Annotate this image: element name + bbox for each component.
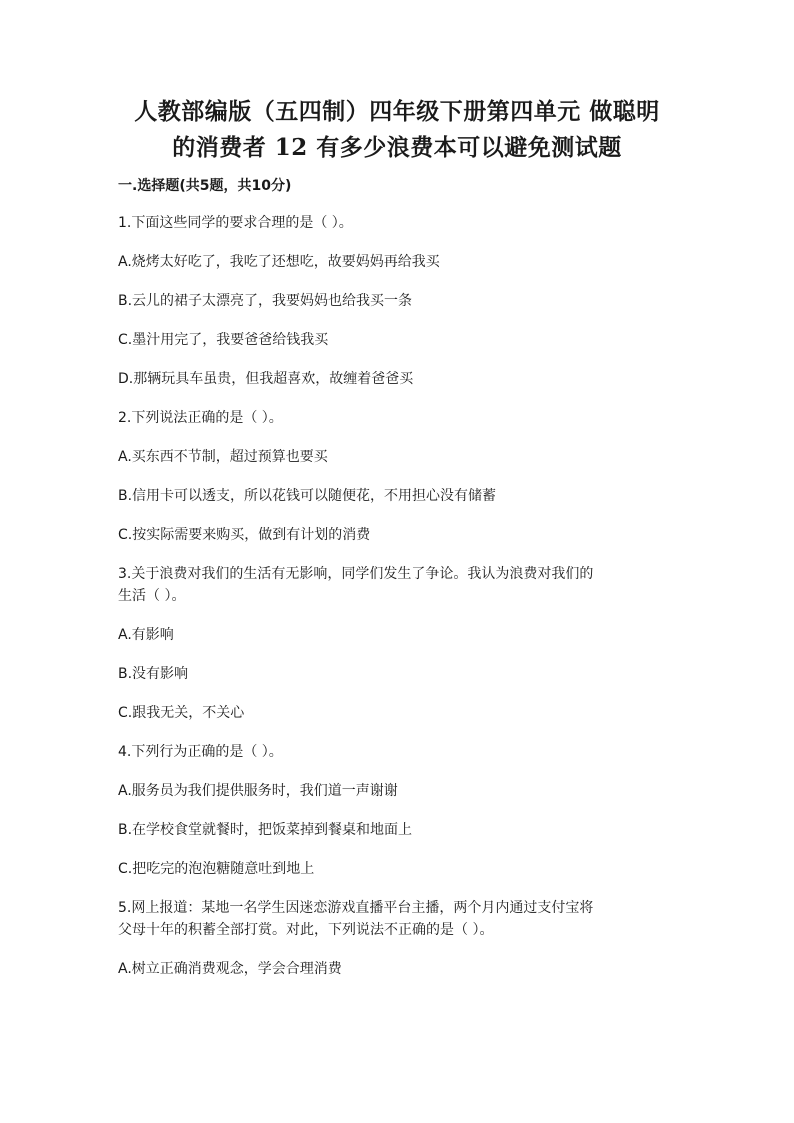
question-3 (118, 563, 678, 724)
question-1-stem (118, 212, 678, 234)
question-1-option-c: C.墨汁用完了，我要爸爸给钱我买 (118, 332, 329, 348)
question-2-option-b: B.信用卡可以透支，所以花钱可以随便花，不用担心没有储蓄 (118, 488, 497, 504)
question-3-stem-line-2: 生活（ ）。 (118, 588, 186, 604)
question-1-option-b: B.云儿的裙子太漂亮了，我要妈妈也给我买一条 (118, 293, 413, 309)
document-title (60, 94, 734, 166)
question-4-stem-line-1: 4.下列行为正确的是（ ）。 (118, 744, 283, 760)
question-5-stem-line-2: 父母十年的积蓄全部打赏。对此，下列说法不正确的是（ ）。 (118, 922, 494, 938)
question-4-option-c: C.把吃完的泡泡糖随意吐到地上 (118, 861, 315, 877)
question-2-option-a: A.买东西不节制，超过预算也要买 (118, 449, 328, 465)
question-3-option-c: C.跟我无关，不关心 (118, 705, 245, 721)
question-2-option-c: C.按实际需要来购买，做到有计划的消费 (118, 527, 371, 543)
document-title-line-2: 的消费者 12 有多少浪费本可以避免测试题 (172, 134, 622, 161)
exam-content (118, 174, 678, 997)
question-2-stem-line-1: 2.下列说法正确的是（ ）。 (118, 410, 283, 426)
question-2 (118, 407, 678, 546)
document-title-line-1: 人教部编版（五四制）四年级下册第四单元 做聪明 (134, 98, 660, 125)
question-3-stem-line-1: 3.关于浪费对我们的生活有无影响，同学们发生了争论。我认为浪费对我们的 (118, 566, 594, 582)
question-1-option-d: D.那辆玩具车虽贵，但我超喜欢，故缠着爸爸买 (118, 371, 414, 387)
question-5-stem (118, 897, 678, 941)
question-1 (118, 212, 678, 390)
question-5 (118, 897, 678, 980)
question-5-stem-line-1: 5.网上报道：某地一名学生因迷恋游戏直播平台主播，两个月内通过支付宝将 (118, 900, 594, 916)
question-1-option-a: A.烧烤太好吃了，我吃了还想吃，故要妈妈再给我买 (118, 254, 440, 270)
question-4 (118, 741, 678, 880)
section-heading: 一.选择题(共5题，共10分) (118, 178, 292, 194)
question-1-stem-line-1: 1.下面这些同学的要求合理的是（ ）。 (118, 215, 353, 231)
question-5-option-a: A.树立正确消费观念，学会合理消费 (118, 961, 342, 977)
question-3-stem (118, 563, 678, 607)
question-4-stem (118, 741, 678, 763)
question-3-option-b: B.没有影响 (118, 666, 189, 682)
question-2-stem (118, 407, 678, 429)
question-4-option-b: B.在学校食堂就餐时，把饭菜掉到餐桌和地面上 (118, 822, 413, 838)
question-3-option-a: A.有影响 (118, 627, 174, 643)
question-4-option-a: A.服务员为我们提供服务时，我们道一声谢谢 (118, 783, 398, 799)
